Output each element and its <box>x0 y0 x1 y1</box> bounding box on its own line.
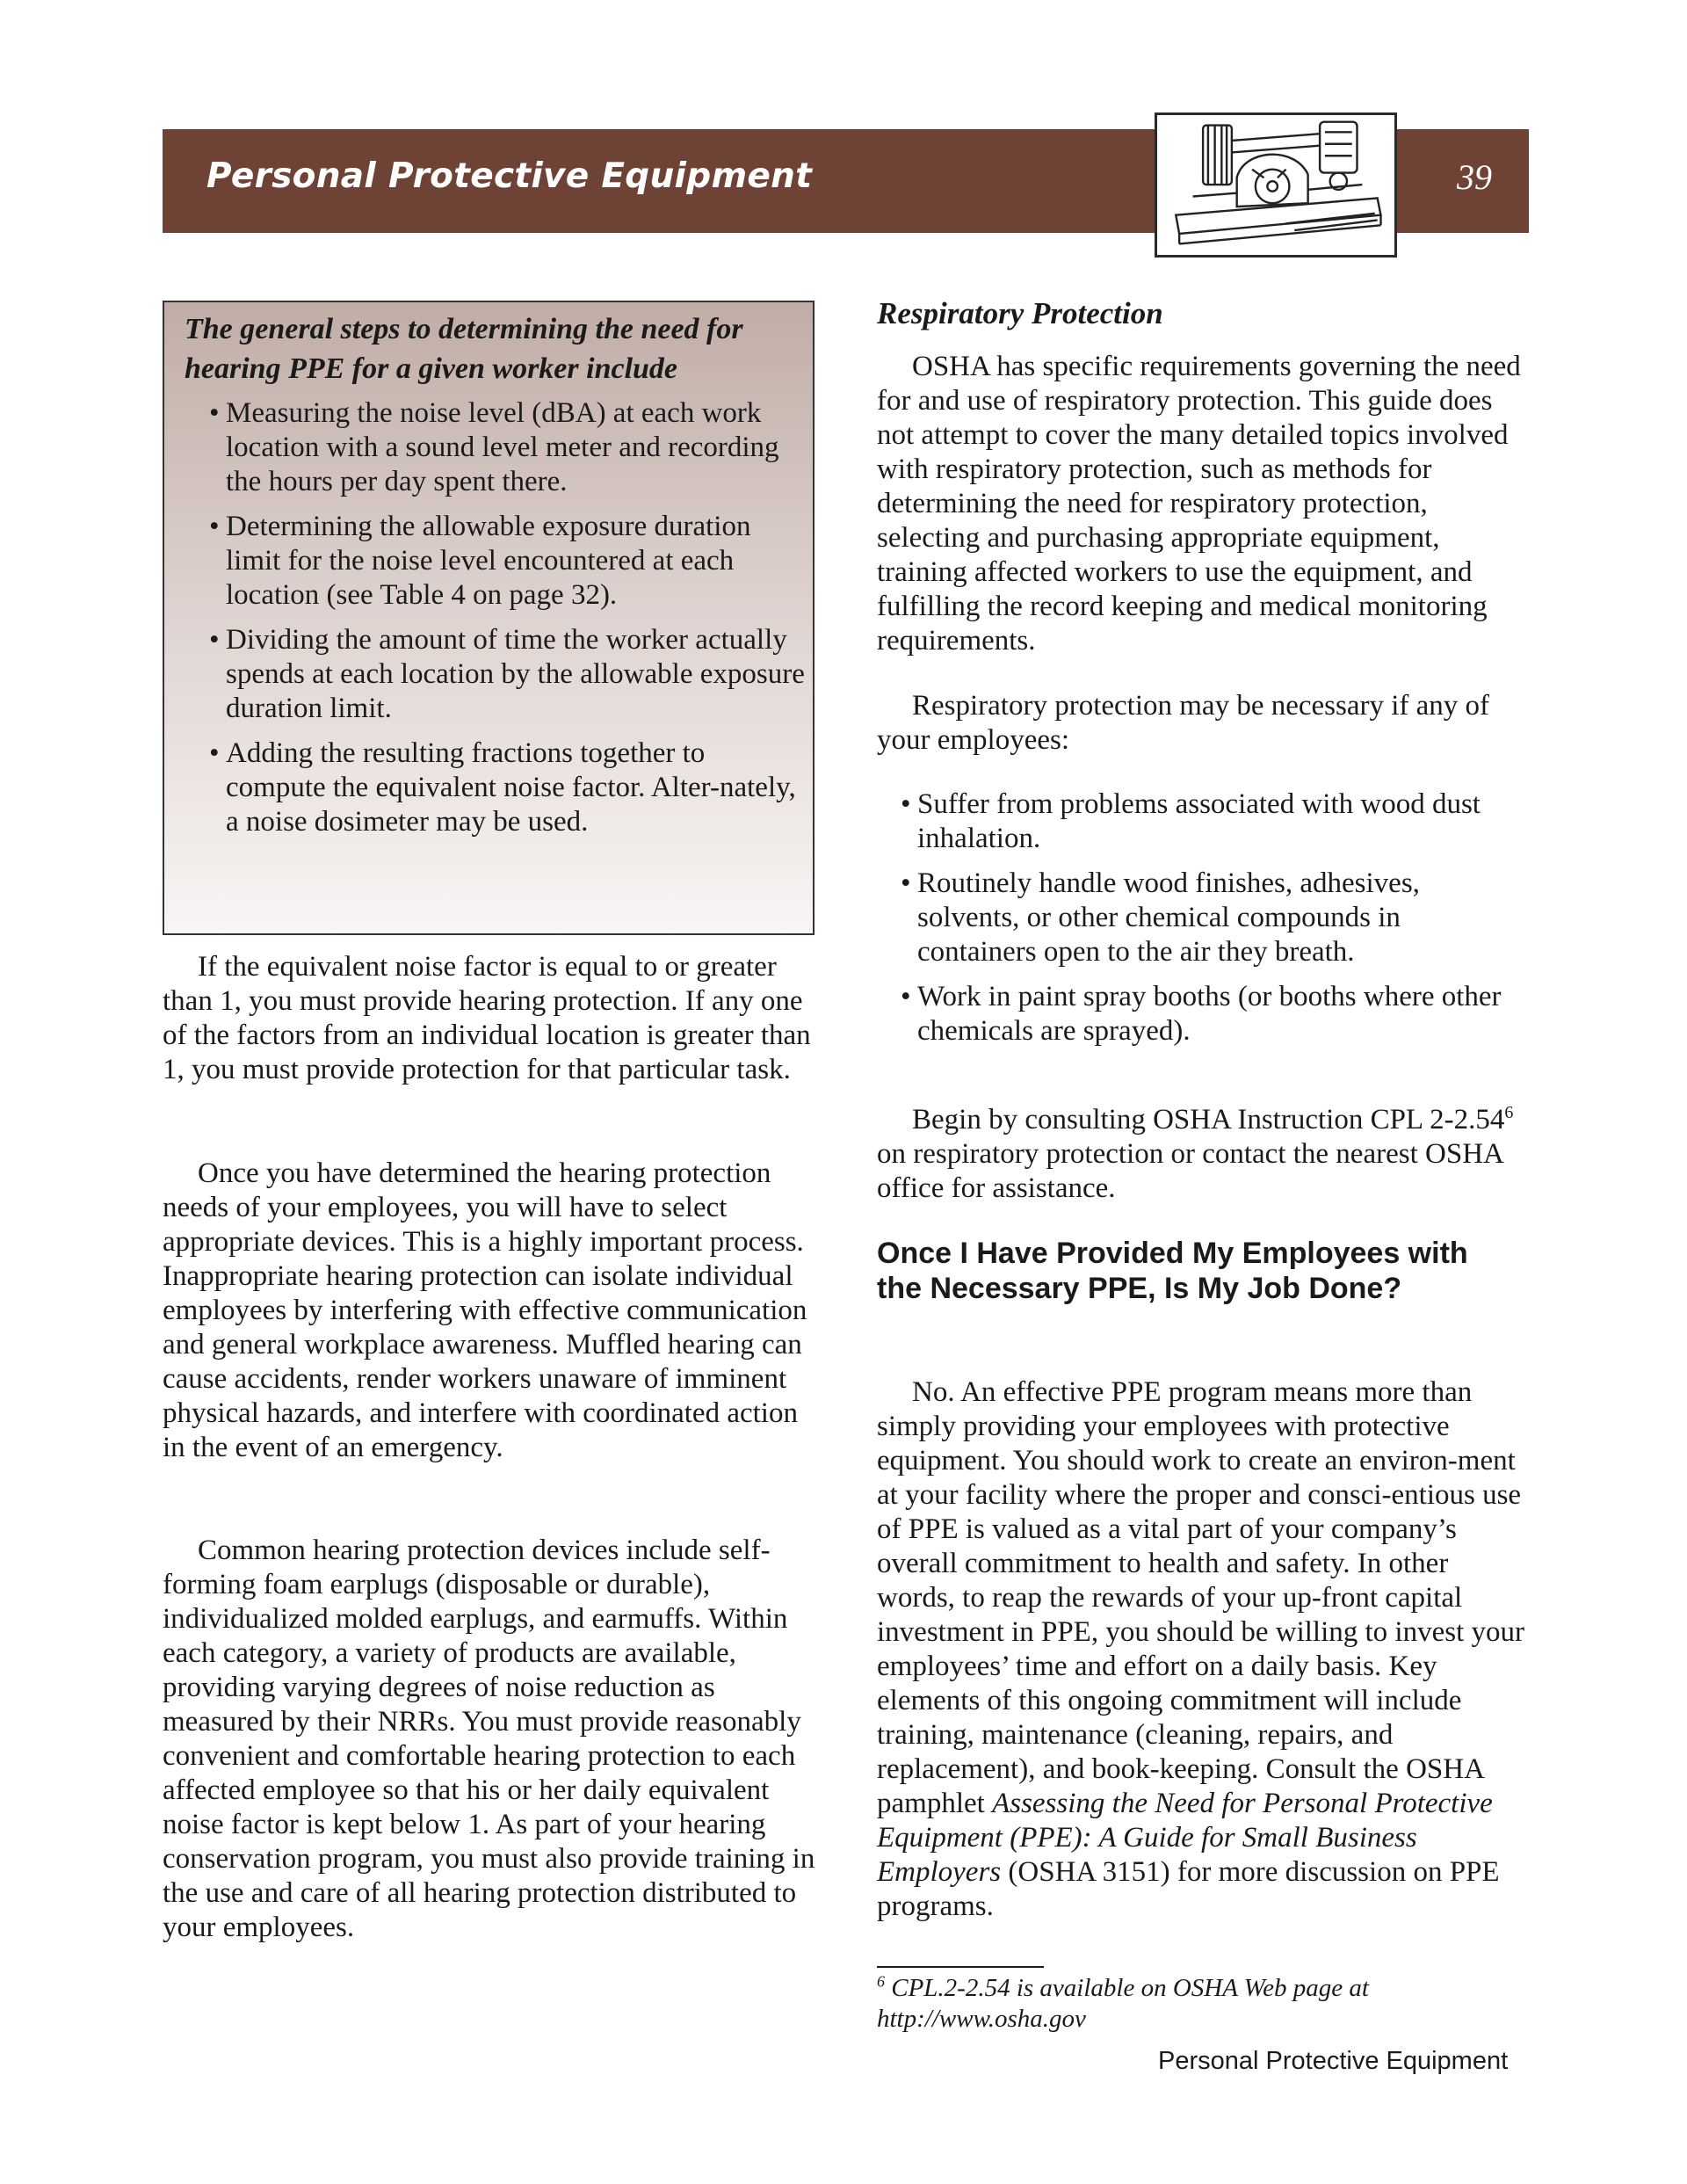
section-heading-job-done: Once I Have Provided My Employees with the Necessary PPE, Is My Job Done? <box>877 1237 1468 1305</box>
list-item: • Measuring the noise level (dBA) at each work location with a sound level meter and recording the hours per day spent there. <box>209 396 807 499</box>
paragraph: Common hearing protection devices include self-forming foam earplugs (disposable or durable), individualized molded earplugs, and earmuffs. Within each category, a variety of products are available, providing varying degrees of noise reduction as measured by their NRRs. You must provide reasonably convenient and comfortable hearing protection to each affected employee so that his or her daily equivalent noise factor is kept below 1. As part of your hearing conservation program, you must also provide training in the use and care of all hearing protection distributed to your employees. <box>163 1535 815 1943</box>
footnote <box>877 1973 1510 2035</box>
list-item: • Suffer from problems associated with wood dust inhalation. <box>901 787 1516 856</box>
table-saw-illustration <box>1155 112 1397 258</box>
paragraph-text: (OSHA 3151) for more discussion on PPE programs. <box>877 1856 1500 1922</box>
page-footer: Personal Protective Equipment <box>1158 2047 1509 2075</box>
list-item: • Dividing the amount of time the worker actually spends at each location by the allowable exposure duration limit. <box>209 623 807 726</box>
footnote-text: CPL.2-2.54 is available on OSHA Web page at http://www.osha.gov <box>877 1974 1369 2033</box>
sidebar-title: The general steps to determining the need for hearing PPE for a given worker include <box>185 313 743 385</box>
list-item: • Work in paint spray booths (or booths where other chemicals are sprayed). <box>901 980 1516 1048</box>
list-item: • Routinely handle wood finishes, adhesives, solvents, or other chemical compounds in containers open to the air they breath. <box>901 867 1516 969</box>
publication-title: Assessing the Need for Personal Protective Equipment (PPE): A Guide for Small Business Employers <box>877 1788 1493 1888</box>
paragraph <box>877 1375 1531 1924</box>
paragraph-text: on respiratory protection or contact the nearest OSHA office for assistance. <box>877 1138 1503 1204</box>
paragraph: Respiratory protection may be necessary if any of your employees: <box>877 690 1490 756</box>
paragraph-text: Begin by consulting OSHA Instruction CPL 2-2.54 <box>912 1104 1505 1136</box>
paragraph: If the equivalent noise factor is equal to or greater than 1, you must provide hearing protection. If any one of the factors from an individual location is greater than 1, you must provide protection for that particular task. <box>163 951 811 1085</box>
sidebar-list <box>209 396 807 850</box>
footnote-marker: 6 <box>877 1972 885 1991</box>
list-item: • Adding the resulting fractions together to compute the equivalent noise factor. Alter-nately, a noise dosimeter may be used. <box>209 736 807 839</box>
paragraph: Once you have determined the hearing protection needs of your employees, you will have to select appropriate devices. This is a highly important process. Inappropriate hearing protection can isolate individual employees by interfering with effective communication and general workplace awareness. Muffled hearing can cause accidents, render workers unaware of imminent physical hazards, and interfere with coordinated action in the event of an emergency. <box>163 1157 807 1463</box>
page-title: Personal Protective Equipment <box>206 156 813 196</box>
paragraph-text: No. An effective PPE program means more than simply providing your employees with protective equipment. You should work to create an environ-ment at your facility where the proper and consci-entious use of PPE is valued as a vital part of your company’s overall commitment to health and safety. In other words, to reap the rewards of your up-front capital investment in PPE, you should be willing to invest your employees’ time and effort on a daily basis. Key elements of this ongoing commitment will include training, maintenance (cleaning, repairs, and replacement), and book-keeping. Consult the OSHA pamphlet <box>877 1376 1524 1819</box>
list-item: • Determining the allowable exposure duration limit for the noise level encountered at each location (see Table 4 on page 32). <box>209 510 807 613</box>
paragraph <box>877 1103 1531 1206</box>
respiratory-list <box>901 787 1516 1059</box>
footnote-divider <box>877 1966 1044 1968</box>
page-number: 39 <box>1457 157 1492 197</box>
footnote-reference: 6 <box>1504 1103 1514 1122</box>
section-heading-respiratory: Respiratory Protection <box>877 296 1163 330</box>
paragraph: OSHA has specific requirements governing the need for and use of respiratory protection. This guide does not attempt to cover the many detailed topics involved with respiratory protection, such as methods for determining the need for respiratory protection, selecting and purchasing appropriate equipment, training affected workers to use the equipment, and fulfilling the record keeping and medical monitoring requirements. <box>877 351 1521 657</box>
